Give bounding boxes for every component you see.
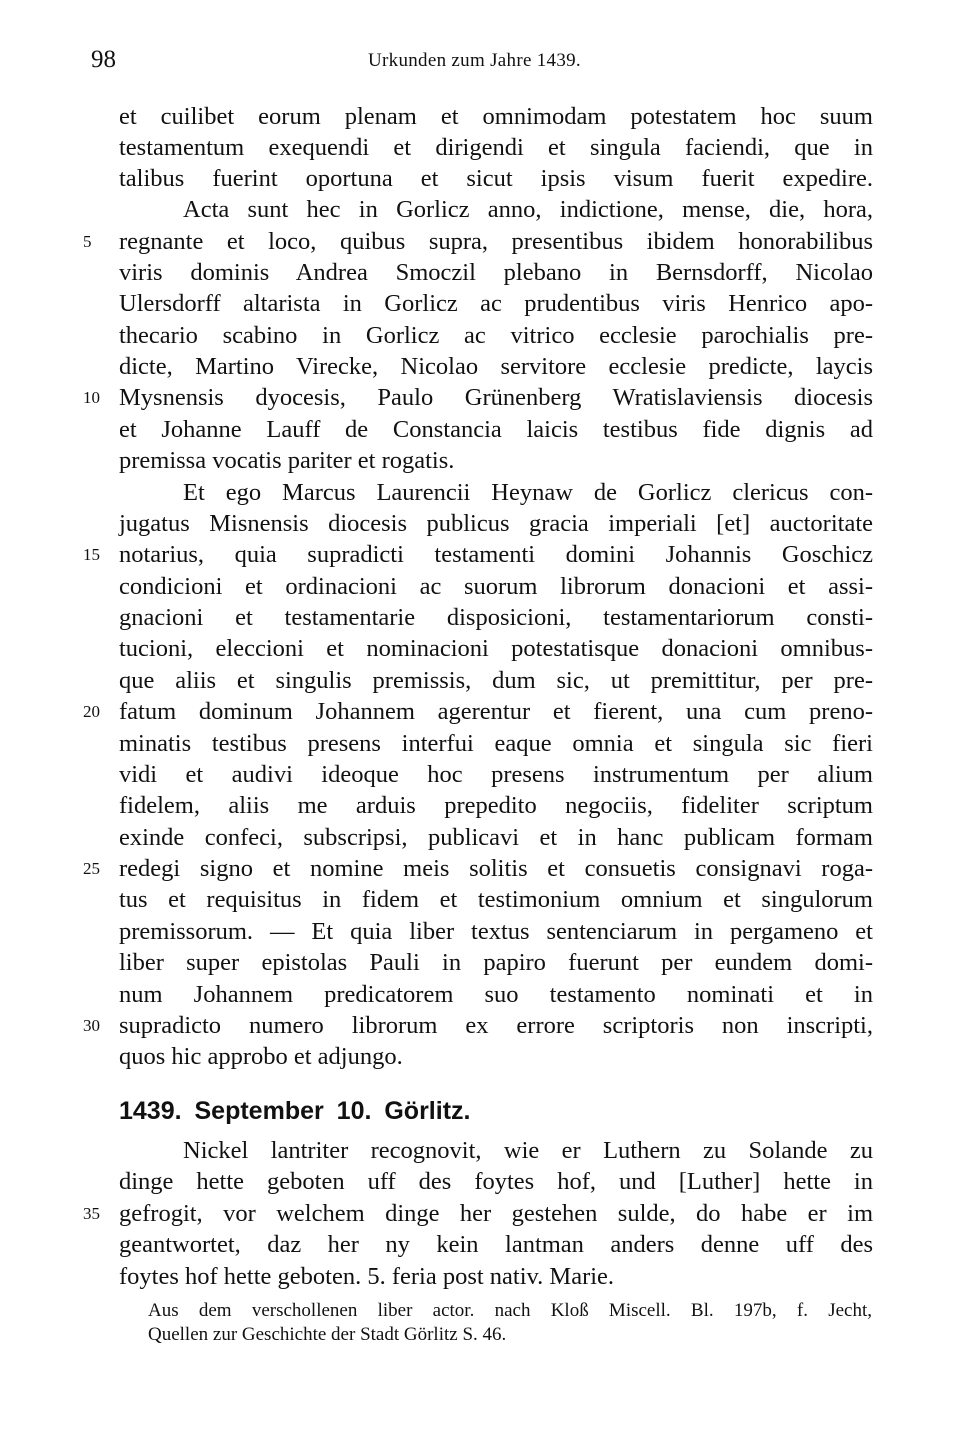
text-line: Acta sunt hec in Gorlicz anno, indictione, mense, die, hora, bbox=[183, 196, 873, 223]
line-number: 30 bbox=[83, 1016, 100, 1035]
text-line: fidelem, aliis me arduis prepedito negociis, fideliter scriptum bbox=[119, 792, 873, 819]
text-line: que aliis et singulis premissis, dum sic, ut premittitur, per pre- bbox=[119, 667, 873, 694]
text-line: premissa vocatis pariter et rogatis. bbox=[119, 447, 455, 474]
text-line: jugatus Misnensis diocesis publicus gracia imperiali [et] auctoritate bbox=[119, 510, 873, 537]
text-line: Mysnensis dyocesis, Paulo Grünenberg Wratislaviensis diocesis bbox=[119, 384, 873, 411]
text-line: et cuilibet eorum plenam et omnimodam potestatem hoc suum bbox=[119, 103, 873, 130]
text-line: Et ego Marcus Laurencii Heynaw de Gorlicz clericus con- bbox=[183, 479, 873, 506]
line-number: 15 bbox=[83, 545, 100, 564]
text-line: tus et requisitus in fidem et testimonium omnium et singulorum bbox=[119, 886, 873, 913]
text-line: gnacioni et testamentarie disposicioni, testamentariorum consti- bbox=[119, 604, 873, 631]
text-line: dicte, Martino Virecke, Nicolao servitore ecclesie predicte, laycis bbox=[119, 353, 873, 380]
text-line: premissorum. — Et quia liber textus sentenciarum in pergameno et bbox=[119, 918, 873, 945]
line-number: 25 bbox=[83, 859, 100, 878]
line-number: 35 bbox=[83, 1204, 100, 1223]
text-line: liber super epistolas Pauli in papiro fuerunt per eundem domi- bbox=[119, 949, 873, 976]
text-line: notarius, quia supradicti testamenti domini Johannis Goschicz bbox=[119, 541, 873, 568]
text-line: talibus fuerint oportuna et sicut ipsis visum fuerit expedire. bbox=[119, 165, 873, 192]
text-line: tucioni, eleccioni et nominacioni potestatisque donacioni omnibus- bbox=[119, 635, 873, 662]
text-line: fatum dominum Johannem agerentur et fierent, una cum preno- bbox=[119, 698, 873, 725]
text-line: et Johanne Lauff de Constancia laicis testibus fide dignis ad bbox=[119, 416, 873, 443]
text-line: testamentum exequendi et dirigendi et singula faciendi, que in bbox=[119, 134, 873, 161]
line-number: 10 bbox=[83, 388, 100, 407]
line-number: 20 bbox=[83, 702, 100, 721]
text-line: foytes hof hette geboten. 5. feria post nativ. Marie. bbox=[119, 1263, 615, 1290]
text-line: quos hic approbo et adjungo. bbox=[119, 1043, 403, 1070]
text-line: gefrogit, vor welchem dinge her gestehen sulde, do habe er im bbox=[119, 1200, 873, 1227]
text-line: minatis testibus presens interfui eaque omnia et singula sic fieri bbox=[119, 730, 873, 757]
text-line: dinge hette geboten uff des foytes hof, und [Luther] hette in bbox=[119, 1168, 873, 1195]
page-number: 98 bbox=[91, 46, 116, 73]
text-line: viris dominis Andrea Smoczil plebano in Bernsdorff, Nicolao bbox=[119, 259, 873, 286]
text-line: Nickel lantriter recognovit, wie er Luthern zu Solande zu bbox=[183, 1137, 873, 1164]
text-line: num Johannem predicatorem suo testamento nominati et in bbox=[119, 981, 873, 1008]
running-head: Urkunden zum Jahre 1439. bbox=[368, 50, 581, 71]
text-line: geantwortet, daz her ny kein lantman anders denne uff des bbox=[119, 1231, 873, 1258]
text-line: condicioni et ordinacioni ac suorum librorum donacioni et assi- bbox=[119, 573, 873, 600]
text-line: vidi et audivi ideoque hoc presens instrumentum per alium bbox=[119, 761, 873, 788]
entry-heading: 1439. September 10. Görlitz. bbox=[119, 1097, 471, 1125]
text-line: exinde confeci, subscripsi, publicavi et in hanc publicam formam bbox=[119, 824, 873, 851]
text-line: redegi signo et nomine meis solitis et consuetis consignavi roga- bbox=[119, 855, 873, 882]
text-line: regnante et loco, quibus supra, presentibus ibidem honorabilibus bbox=[119, 228, 873, 255]
text-line: Ulersdorff altarista in Gorlicz ac prudentibus viris Henrico apo- bbox=[119, 290, 873, 317]
text-line: supradicto numero librorum ex errore scriptoris non inscripti, bbox=[119, 1012, 873, 1039]
source-note-line: Aus dem verschollenen liber actor. nach Kloß Miscell. Bl. 197b, f. Jecht, bbox=[148, 1300, 872, 1321]
source-note-line: Quellen zur Geschichte der Stadt Görlitz S. 46. bbox=[148, 1324, 507, 1345]
line-number: 5 bbox=[83, 232, 92, 251]
text-line: thecario scabino in Gorlicz ac vitrico ecclesie parochialis pre- bbox=[119, 322, 873, 349]
